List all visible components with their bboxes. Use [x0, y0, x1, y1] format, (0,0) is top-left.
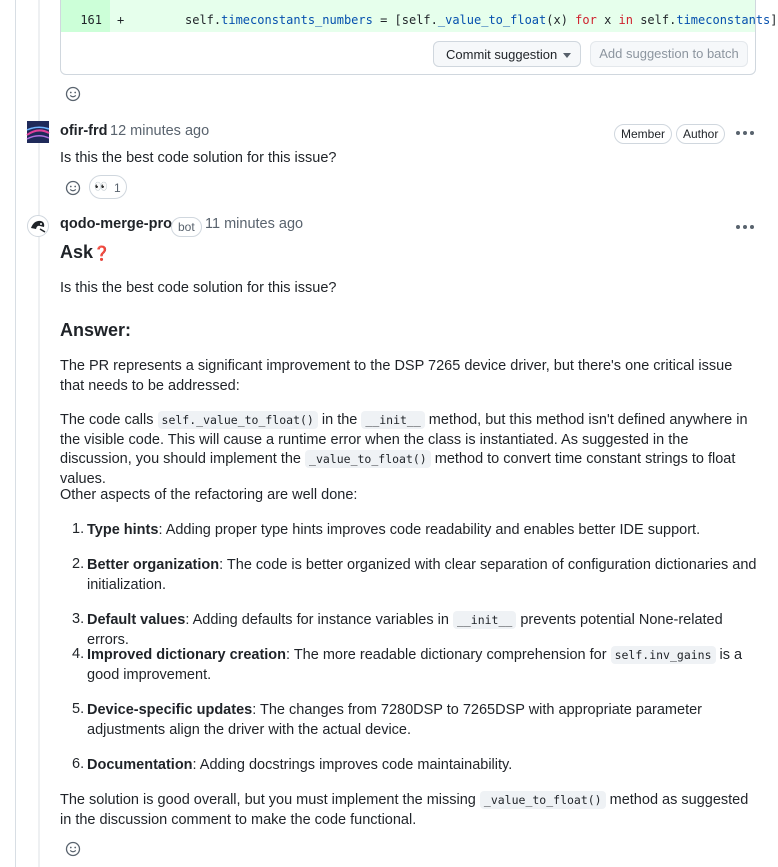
code-token: timeconstants_numbers	[221, 13, 373, 27]
more-options-icon[interactable]	[736, 225, 754, 231]
list-item-title: Better organization	[87, 557, 220, 573]
add-suggestion-to-batch-button[interactable]: Add suggestion to batch	[590, 41, 748, 67]
eyes-icon: 👀	[94, 181, 108, 193]
author-badge: Author	[676, 124, 725, 144]
paragraph-intro: The PR represents a significant improvement to the DSP 7265 device driver, but there's one critical issue that needs to be addressed:	[60, 358, 733, 394]
comment-author[interactable]: qodo-merge-pro	[60, 216, 172, 232]
bot-badge: bot	[171, 217, 202, 237]
list-item-title: Type hints	[87, 522, 159, 538]
list-item-text: prevents potential None-related errors.	[87, 612, 723, 648]
comment-timestamp[interactable]: 11 minutes ago	[205, 216, 304, 232]
para-text: method to convert time constant strings to float values.	[60, 451, 736, 487]
code-token: (x)	[546, 13, 576, 27]
list-item-title: Documentation	[87, 757, 193, 773]
list-number: 1.	[72, 521, 85, 537]
paragraph-conclusion	[60, 791, 750, 830]
list-item-text: : Adding docstrings improves code maintainability.	[192, 757, 513, 773]
code-token: ]	[770, 13, 778, 27]
question-mark-icon: ❓	[93, 245, 111, 261]
reaction-count: 1	[114, 181, 121, 195]
avatar[interactable]	[27, 215, 49, 237]
list-item	[87, 646, 757, 685]
inline-code: self._value_to_float()	[158, 411, 318, 429]
chevron-down-icon[interactable]	[563, 53, 571, 58]
code-token: _value_to_float	[437, 13, 547, 27]
list-number: 2.	[72, 556, 85, 572]
smiley-icon	[65, 841, 81, 857]
code-token: for	[575, 13, 597, 27]
member-badge: Member	[614, 124, 672, 144]
list-item-title: Improved dictionary creation	[87, 647, 287, 663]
suggestion-box	[60, 0, 778, 75]
list-item	[87, 521, 757, 541]
list-item-title: Default values	[87, 612, 186, 628]
comment-timestamp[interactable]: 12 minutes ago	[110, 123, 210, 139]
inline-code: self.inv_gains	[611, 646, 716, 664]
code-token: in	[618, 13, 633, 27]
list-item-text: : The changes from 7280DSP to 7265DSP with appropriate parameter adjustments align the driver with the actual device.	[87, 702, 702, 738]
list-item-text: : Adding proper type hints improves code readability and enables better IDE support.	[158, 522, 701, 538]
para-text: The solution is good overall, but you must implement the missing	[60, 792, 480, 808]
list-number: 3.	[72, 611, 85, 627]
more-options-icon[interactable]	[736, 131, 754, 137]
add-reaction-button[interactable]	[60, 836, 86, 862]
smiley-icon	[65, 180, 81, 196]
paragraph-other: Other aspects of the refactoring are well done:	[60, 487, 358, 503]
avatar[interactable]	[27, 121, 49, 143]
left-border	[15, 0, 16, 867]
para-text: The code calls	[60, 412, 158, 428]
bot-avatar-image	[28, 216, 48, 236]
list-number: 5.	[72, 701, 85, 717]
answer-heading: Answer:	[60, 320, 132, 340]
inline-code: __init__	[361, 411, 424, 429]
para-text: in the	[317, 412, 362, 428]
inline-code: _value_to_float()	[305, 450, 431, 468]
commit-suggestion-label: Commit suggestion	[446, 47, 558, 62]
list-item	[87, 611, 757, 650]
diff-added-line	[61, 0, 778, 32]
list-item-text: : The code is better organized with clear separation of configuration dictionaries and initialization.	[87, 557, 757, 593]
list-item	[87, 556, 757, 595]
ask-heading-text: Ask	[60, 242, 94, 262]
list-number: 4.	[72, 646, 85, 662]
list-item-text: : The more readable dictionary comprehension for	[286, 647, 611, 663]
inline-code: _value_to_float()	[480, 791, 606, 809]
question-text: Is this the best code solution for this issue?	[60, 280, 337, 296]
diff-plus-sign: +	[117, 13, 125, 27]
ask-heading	[60, 242, 110, 263]
comment-author[interactable]: ofir-frd	[60, 123, 108, 139]
avatar-image	[27, 121, 49, 143]
inline-code: __init__	[453, 611, 516, 629]
smiley-icon	[65, 86, 81, 102]
list-item	[87, 701, 757, 740]
add-reaction-button[interactable]	[60, 81, 86, 107]
paragraph-issue	[60, 411, 756, 489]
code-token: self.	[632, 13, 677, 27]
comment-body: Is this the best code solution for this issue?	[60, 150, 337, 166]
code-token: timeconstants	[676, 13, 771, 27]
code-token: = [self.	[372, 13, 438, 27]
list-number: 6.	[72, 756, 85, 772]
line-number-text: 161	[80, 13, 102, 27]
list-item-text: : Adding defaults for instance variables in	[185, 612, 453, 628]
para-text: method, but this method isn't defined anywhere in the visible code. This will cause a runtime error when the class is instantiated. As suggested in the discussion, you should implement the	[60, 412, 748, 467]
list-item	[87, 756, 757, 776]
add-reaction-button[interactable]	[60, 175, 86, 201]
eyes-reaction[interactable]	[89, 175, 127, 199]
code-token: x	[596, 13, 619, 27]
commit-suggestion-button[interactable]	[433, 41, 581, 67]
para-text: method as suggested in the discussion comment to make the code functional.	[60, 792, 749, 828]
diff-line-number[interactable]	[61, 0, 110, 32]
list-item-text: is a good improvement.	[87, 647, 743, 683]
list-item-title: Device-specific updates	[87, 702, 253, 718]
code-token: self.	[185, 13, 222, 27]
diff-code-line	[185, 13, 778, 27]
